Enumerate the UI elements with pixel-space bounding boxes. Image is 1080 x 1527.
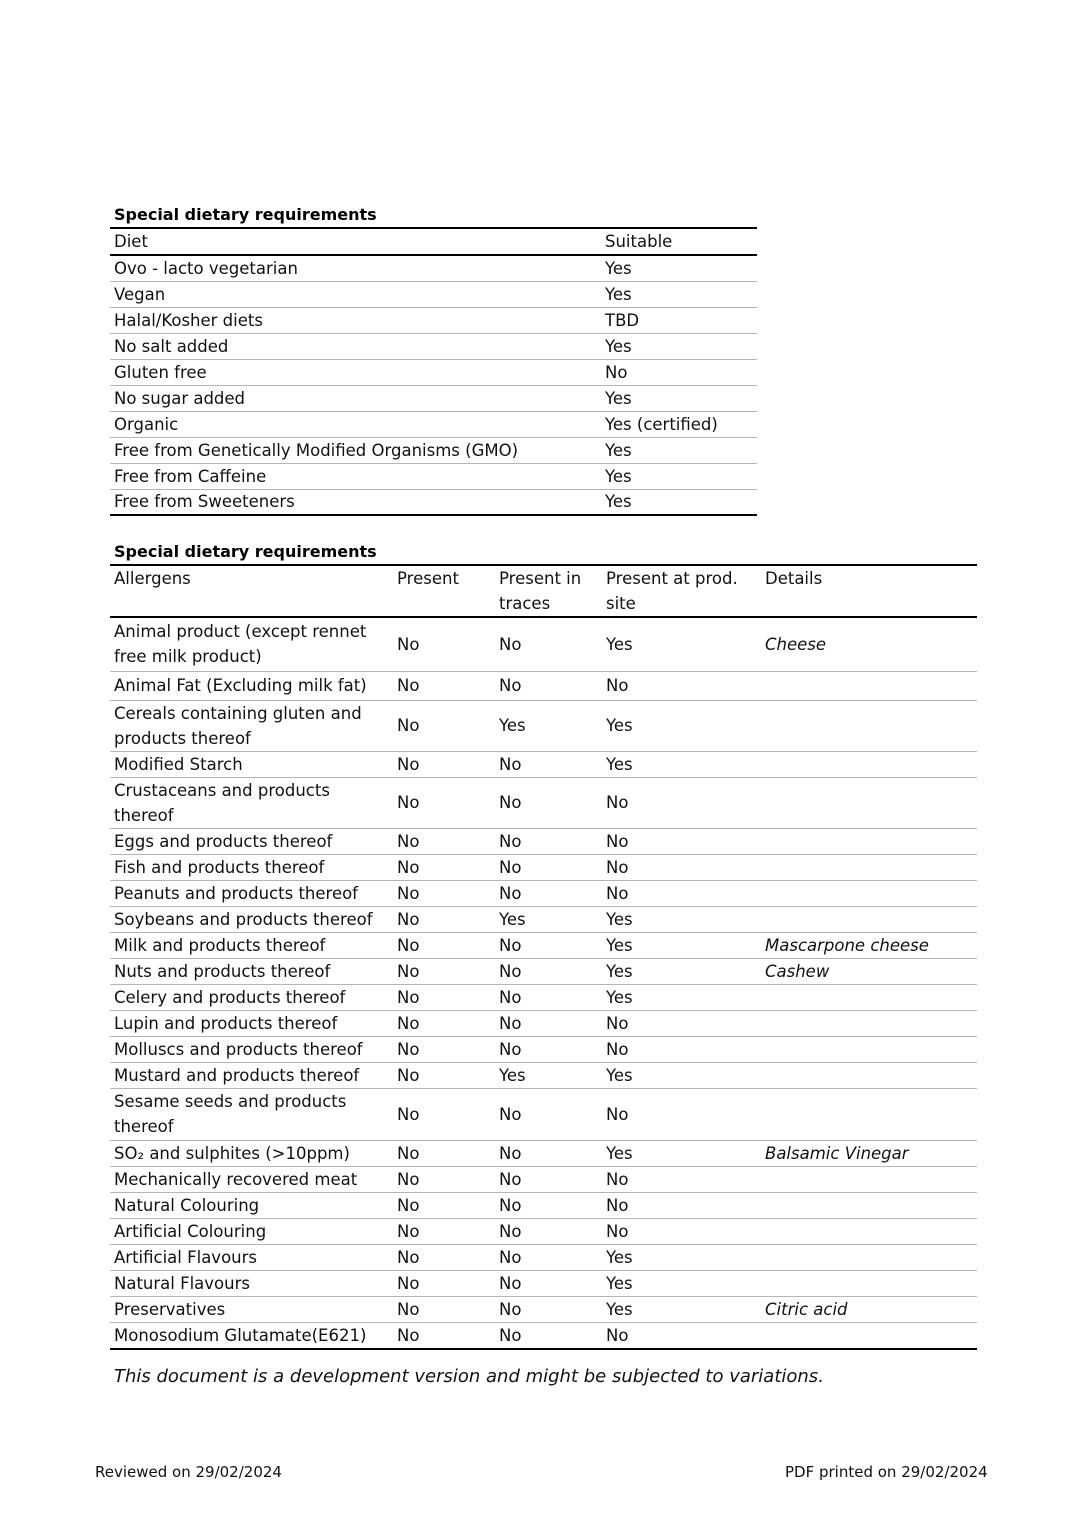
printed-date: PDF printed on 29/02/2024 <box>785 1463 988 1481</box>
traces-value: No <box>499 1013 522 1033</box>
suitable-value: Yes <box>605 388 632 408</box>
allergen-name: Natural Colouring <box>114 1195 260 1215</box>
traces-value: No <box>499 961 522 981</box>
allergen-name: Natural Flavours <box>114 1273 250 1293</box>
details-value <box>761 1010 977 1036</box>
allergen-row <box>110 880 977 906</box>
present-value: No <box>397 793 420 812</box>
details-value: Citric acid <box>765 1299 848 1319</box>
prod-site-value: Yes <box>606 909 633 929</box>
allergen-name: Molluscs and products thereof <box>114 1039 363 1059</box>
suitable-value: Yes <box>605 440 632 460</box>
allergen-row <box>110 906 977 932</box>
traces-value: No <box>499 1273 522 1293</box>
allergen-row <box>110 958 977 984</box>
present-value: No <box>397 716 420 735</box>
prod-site-value: Yes <box>606 1143 633 1163</box>
details-value: Cheese <box>765 634 827 654</box>
present-value: No <box>397 857 420 877</box>
suitable-value: Yes <box>605 336 632 356</box>
prod-site-value: No <box>606 1104 629 1124</box>
traces-value: No <box>499 831 522 851</box>
details-value <box>761 777 977 828</box>
details-value <box>761 906 977 932</box>
traces-value: No <box>499 1195 522 1215</box>
diet-row <box>110 489 757 515</box>
allergen-row <box>110 1140 977 1166</box>
allergen-name: Lupin and products thereof <box>114 1013 338 1033</box>
allergen-row <box>110 828 977 854</box>
details-value <box>761 1322 977 1349</box>
allergen-row <box>110 1270 977 1296</box>
present-header: Present <box>397 569 459 588</box>
allergen-name: Monosodium Glutamate(E621) <box>114 1325 367 1345</box>
details-value <box>761 984 977 1010</box>
prod-site-value: Yes <box>606 961 633 981</box>
diet-row <box>110 463 757 489</box>
diet-name: Gluten free <box>114 362 207 382</box>
allergen-row <box>110 984 977 1010</box>
details-value <box>761 880 977 906</box>
prod-site-value: No <box>606 676 629 695</box>
present-value: No <box>397 1143 420 1163</box>
allergen-name: Sesame seeds and products thereof <box>114 1092 347 1136</box>
prod-site-value: Yes <box>606 716 633 735</box>
diet-row <box>110 307 757 333</box>
details-value <box>761 1166 977 1192</box>
present-value: No <box>397 754 420 774</box>
allergen-name: Preservatives <box>114 1299 226 1319</box>
details-header: Details <box>765 569 823 588</box>
allergen-table <box>110 564 977 1350</box>
prod-site-value: No <box>606 1221 629 1241</box>
traces-value: No <box>499 1143 522 1163</box>
allergen-row <box>110 617 977 671</box>
present-value: No <box>397 1247 420 1267</box>
prod-site-value: Yes <box>606 634 633 654</box>
allergen-name: Artificial Colouring <box>114 1221 267 1241</box>
prod-site-value: No <box>606 857 629 877</box>
diet-name: Vegan <box>114 284 166 304</box>
allergen-name: Soybeans and products thereof <box>114 909 373 929</box>
diet-table-header <box>110 228 757 255</box>
traces-value: No <box>499 935 522 955</box>
allergen-row <box>110 777 977 828</box>
allergen-row <box>110 1322 977 1349</box>
present-value: No <box>397 987 420 1007</box>
traces-value: Yes <box>499 1065 526 1085</box>
diet-name: Halal/Kosher diets <box>114 310 263 330</box>
allergen-name: SO₂ and sulphites (>10ppm) <box>114 1143 350 1163</box>
allergens-header: Allergens <box>114 569 191 588</box>
traces-value: No <box>499 1299 522 1319</box>
suitable-value: Yes <box>605 258 632 278</box>
allergen-name: Artificial Flavours <box>114 1247 257 1267</box>
suitable-value: Yes <box>605 284 632 304</box>
allergen-name: Fish and products thereof <box>114 857 325 877</box>
allergen-name: Nuts and products thereof <box>114 961 331 981</box>
present-value: No <box>397 1273 420 1293</box>
allergen-row <box>110 1296 977 1322</box>
traces-value: No <box>499 676 522 695</box>
diet-row <box>110 333 757 359</box>
allergen-row <box>110 700 977 751</box>
allergen-row <box>110 1010 977 1036</box>
diet-row <box>110 385 757 411</box>
allergen-name: Crustaceans and products thereof <box>114 780 330 825</box>
traces-value: No <box>499 1169 522 1189</box>
present-value: No <box>397 961 420 981</box>
details-value <box>761 828 977 854</box>
suitable-value: No <box>605 362 628 382</box>
details-value <box>761 1192 977 1218</box>
present-value: No <box>397 1221 420 1241</box>
traces-value: No <box>499 883 522 903</box>
present-value: No <box>397 1039 420 1059</box>
prod-site-value: No <box>606 1325 629 1345</box>
prod-site-value: No <box>606 831 629 851</box>
prod-site-value: No <box>606 883 629 903</box>
diet-table-title: Special dietary requirements <box>114 205 377 224</box>
allergen-name: Animal product (except rennet free milk product) <box>114 622 367 667</box>
allergen-row <box>110 932 977 958</box>
allergen-row <box>110 1036 977 1062</box>
details-value: Mascarpone cheese <box>765 935 929 955</box>
diet-row <box>110 281 757 307</box>
diet-name: Free from Caffeine <box>114 466 267 486</box>
diet-row <box>110 255 757 281</box>
prod-site-value: Yes <box>606 935 633 955</box>
traces-value: No <box>499 634 522 654</box>
details-value <box>761 671 977 700</box>
allergen-name: Animal Fat (Excluding milk fat) <box>114 676 367 695</box>
allergen-row <box>110 854 977 880</box>
present-value: No <box>397 909 420 929</box>
allergen-row <box>110 1244 977 1270</box>
suitable-value: Yes (certified) <box>605 414 718 434</box>
prod-site-value: Yes <box>606 1299 633 1319</box>
present-value: No <box>397 1169 420 1189</box>
present-value: No <box>397 1065 420 1085</box>
traces-value: No <box>499 1221 522 1241</box>
diet-header: Diet <box>114 232 148 251</box>
allergen-name: Cereals containing gluten and products thereof <box>114 703 362 748</box>
allergen-name: Celery and products thereof <box>114 987 346 1007</box>
suitable-value: Yes <box>605 492 632 512</box>
details-value <box>761 854 977 880</box>
present-value: No <box>397 1104 420 1124</box>
diet-row <box>110 411 757 437</box>
details-value <box>761 700 977 751</box>
present-value: No <box>397 1195 420 1215</box>
allergen-row <box>110 671 977 700</box>
prod-site-value: Yes <box>606 987 633 1007</box>
diet-name: No sugar added <box>114 388 246 408</box>
present-in-traces-header: Present in traces <box>499 569 582 613</box>
prod-site-value: Yes <box>606 1065 633 1085</box>
traces-value: No <box>499 754 522 774</box>
prod-site-value: Yes <box>606 1273 633 1293</box>
diet-name: Ovo - lacto vegetarian <box>114 258 298 278</box>
traces-value: No <box>499 1039 522 1059</box>
development-note: This document is a development version and might be subjected to variations. <box>114 1366 824 1387</box>
traces-value: Yes <box>499 716 526 735</box>
traces-value: Yes <box>499 909 526 929</box>
present-value: No <box>397 1325 420 1345</box>
present-at-prod-site-header: Present at prod. site <box>606 569 738 613</box>
allergen-name: Mustard and products thereof <box>114 1065 360 1085</box>
details-value <box>761 1270 977 1296</box>
details-value: Cashew <box>765 961 830 981</box>
present-value: No <box>397 831 420 851</box>
traces-value: No <box>499 987 522 1007</box>
prod-site-value: Yes <box>606 754 633 774</box>
diet-name: Free from Sweeteners <box>114 492 295 512</box>
diet-name: Organic <box>114 414 179 434</box>
prod-site-value: No <box>606 793 629 812</box>
suitable-header: Suitable <box>605 232 673 251</box>
allergen-name: Milk and products thereof <box>114 935 326 955</box>
present-value: No <box>397 676 420 695</box>
allergen-row <box>110 1166 977 1192</box>
allergen-row <box>110 751 977 777</box>
allergen-name: Mechanically recovered meat <box>114 1169 358 1189</box>
present-value: No <box>397 1299 420 1319</box>
prod-site-value: No <box>606 1039 629 1059</box>
details-value <box>761 1036 977 1062</box>
allergen-name: Eggs and products thereof <box>114 831 333 851</box>
prod-site-value: No <box>606 1169 629 1189</box>
details-value <box>761 1244 977 1270</box>
present-value: No <box>397 883 420 903</box>
present-value: No <box>397 1013 420 1033</box>
traces-value: No <box>499 1104 522 1124</box>
traces-value: No <box>499 1247 522 1267</box>
allergen-table-header <box>110 565 977 617</box>
traces-value: No <box>499 1325 522 1345</box>
diet-name: No salt added <box>114 336 229 356</box>
allergen-table-title: Special dietary requirements <box>114 542 377 561</box>
diet-row <box>110 359 757 385</box>
prod-site-value: Yes <box>606 1247 633 1267</box>
reviewed-date: Reviewed on 29/02/2024 <box>95 1463 282 1481</box>
prod-site-value: No <box>606 1195 629 1215</box>
diet-row <box>110 437 757 463</box>
allergen-row <box>110 1218 977 1244</box>
allergen-name: Modified Starch <box>114 754 243 774</box>
allergen-name: Peanuts and products thereof <box>114 883 358 903</box>
allergen-row <box>110 1088 977 1140</box>
allergen-row <box>110 1192 977 1218</box>
allergen-row <box>110 1062 977 1088</box>
details-value: Balsamic Vinegar <box>765 1143 909 1163</box>
details-value <box>761 1218 977 1244</box>
traces-value: No <box>499 793 522 812</box>
details-value <box>761 1062 977 1088</box>
prod-site-value: No <box>606 1013 629 1033</box>
suitable-value: Yes <box>605 466 632 486</box>
present-value: No <box>397 634 420 654</box>
present-value: No <box>397 935 420 955</box>
diet-table <box>110 227 757 516</box>
details-value <box>761 1088 977 1140</box>
suitable-value: TBD <box>605 310 640 330</box>
details-value <box>761 751 977 777</box>
diet-name: Free from Genetically Modified Organisms (GMO) <box>114 440 519 460</box>
traces-value: No <box>499 857 522 877</box>
